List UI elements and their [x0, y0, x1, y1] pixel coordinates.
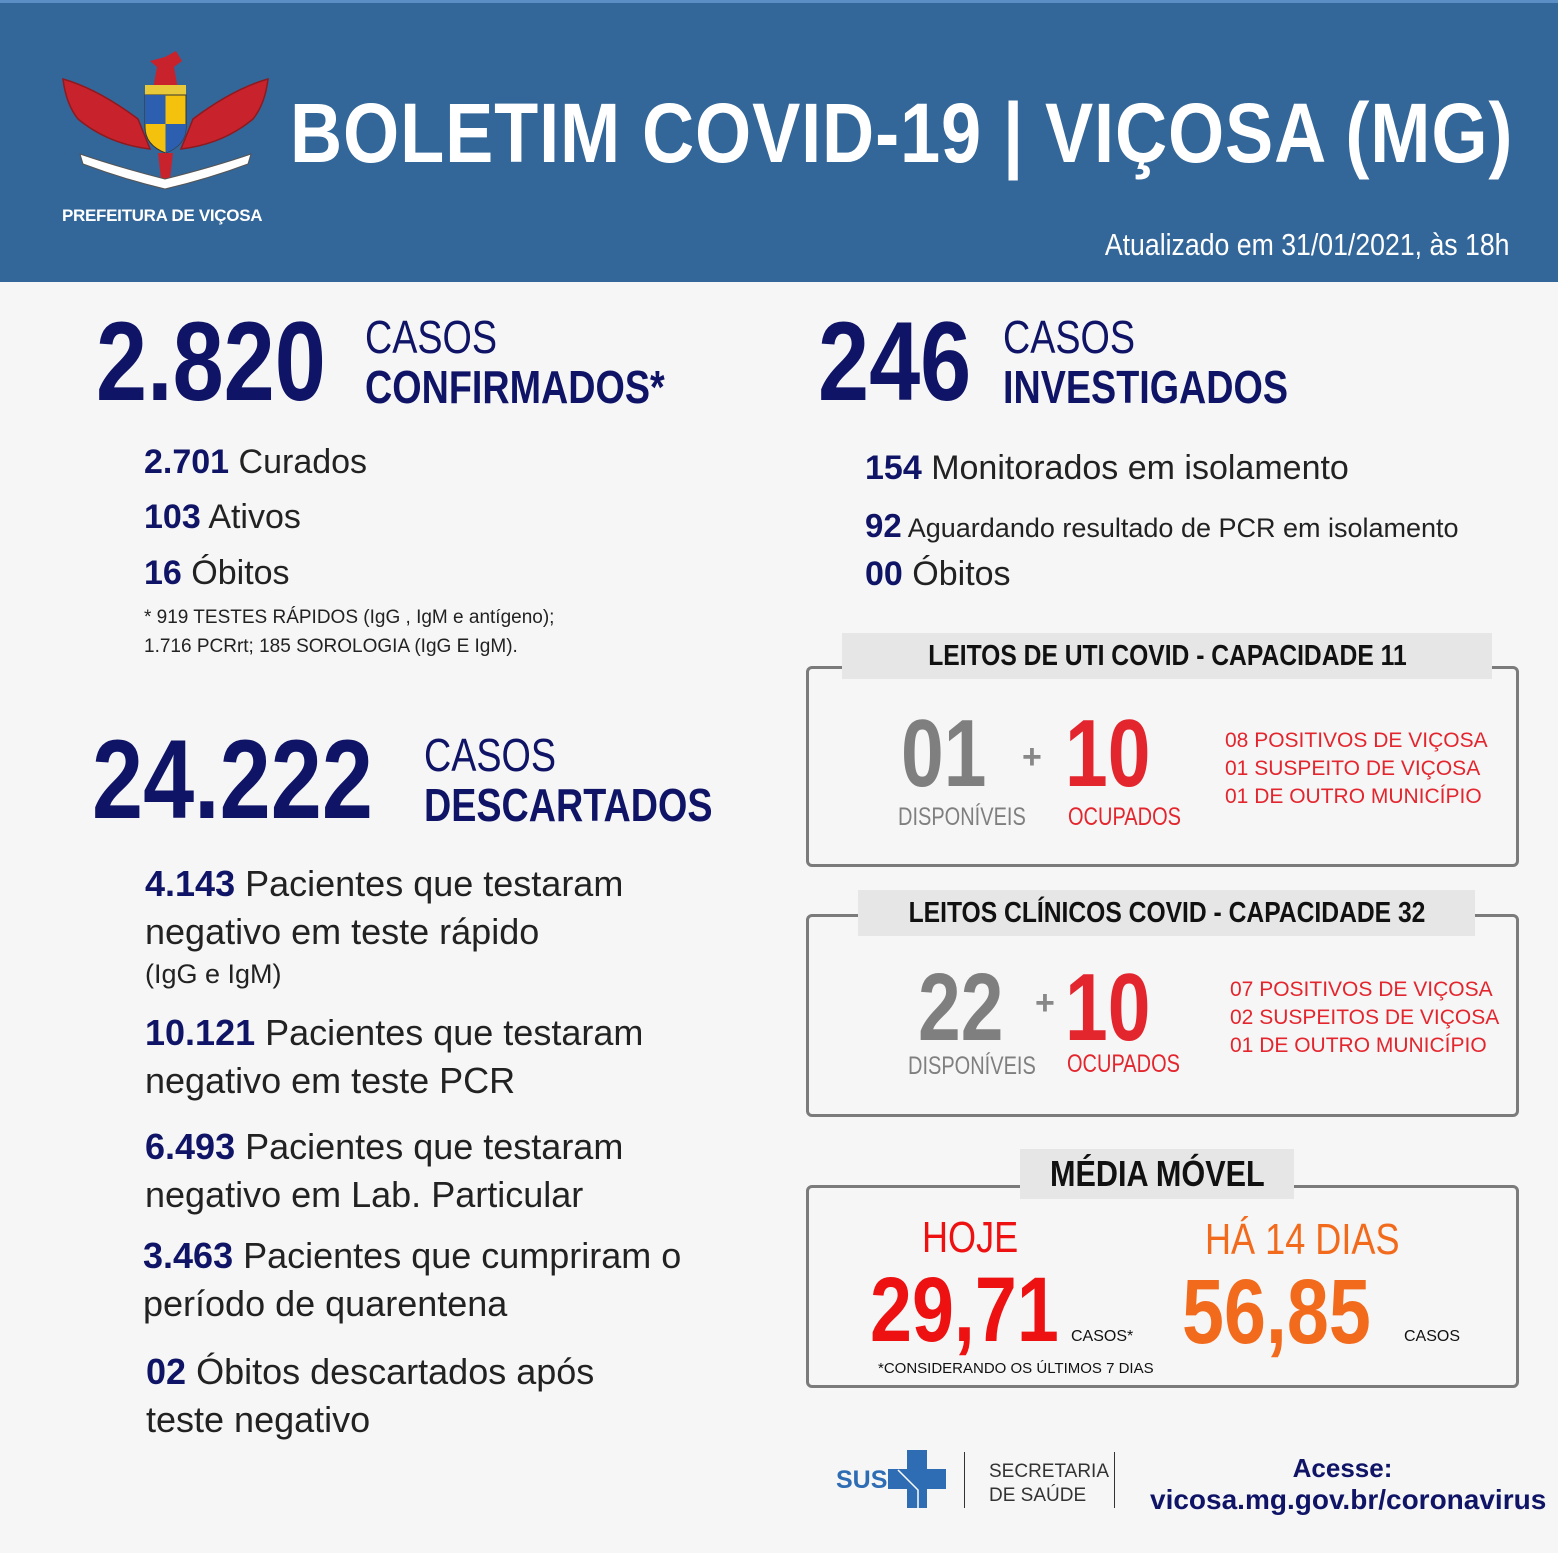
confirmed-total: 2.820: [96, 299, 326, 424]
icu-occupancy-details: 08 POSITIVOS DE VIÇOSA 01 SUSPEITO DE VIÇOSA 01 DE OUTRO MUNICÍPIO: [1225, 729, 1488, 808]
discarded-total: 24.222: [92, 717, 373, 842]
discarded-item: 3.463 Pacientes que cumpriram o período de quarentena: [143, 1235, 682, 1324]
clinical-occupancy-details: 07 POSITIVOS DE VIÇOSA 02 SUSPEITOS DE VIÇOSA 01 DE OUTRO MUNICÍPIO: [1230, 978, 1500, 1057]
stat-ativos: 103 Ativos: [144, 498, 301, 536]
website-link[interactable]: Acesse: vicosa.mg.gov.br/coronavirus: [1150, 1453, 1547, 1515]
updated-timestamp: Atualizado em 31/01/2021, às 18h: [1105, 227, 1510, 262]
14-days-ago-label: HÁ 14 DIAS: [1205, 1215, 1400, 1264]
14-days-ago-average: 56,85: [1182, 1261, 1371, 1363]
plus-icon: +: [1035, 984, 1055, 1022]
discarded-item: 4.143 Pacientes que testaram negativo em teste rápido (IgG e IgM): [145, 863, 624, 989]
stat-curados: 2.701 Curados: [144, 443, 368, 481]
clinical-occupied-label: OCUPADOS: [1067, 1050, 1180, 1078]
stat-monitorados: 154 Monitorados em isolamento: [865, 449, 1349, 487]
icu-occupied-label: OCUPADOS: [1068, 803, 1181, 831]
icu-occupied-count: 10: [1065, 700, 1151, 807]
clinical-available-count: 22: [918, 954, 1004, 1061]
moving-average-title: MÉDIA MÓVEL: [1020, 1149, 1294, 1199]
footer-divider: [964, 1452, 965, 1508]
clinical-available-label: DISPONÍVEIS: [908, 1052, 1036, 1080]
today-unit: CASOS*: [1071, 1328, 1134, 1345]
discarded-item: 10.121 Pacientes que testaram negativo em teste PCR: [145, 1012, 644, 1101]
14-days-ago-unit: CASOS: [1404, 1328, 1461, 1345]
footer-divider: [1114, 1452, 1115, 1508]
stat-obitos: 16 Óbitos: [144, 554, 290, 592]
clinical-occupied-count: 10: [1065, 954, 1151, 1061]
city-hall-label: PREFEITURA DE VIÇOSA: [62, 206, 263, 225]
confirmed-label: CASOS CONFIRMADOS*: [365, 311, 665, 413]
investigated-label: CASOS INVESTIGADOS: [1003, 311, 1289, 413]
sus-cross-icon: [888, 1450, 946, 1508]
discarded-item: 02 Óbitos descartados após teste negativo: [146, 1351, 595, 1440]
plus-icon: +: [1022, 738, 1042, 776]
clinical-beds-title: LEITOS CLÍNICOS COVID - CAPACIDADE 32: [858, 890, 1475, 936]
icu-available-label: DISPONÍVEIS: [898, 803, 1026, 831]
investigated-total: 246: [818, 299, 972, 424]
health-department-label: SECRETARIA DE SAÚDE: [989, 1461, 1110, 1506]
tests-footnote: * 919 TESTES RÁPIDOS (IgG , IgM e antígeno); 1.716 PCRrt; 185 SOROLOGIA (IgG E IgM).: [144, 607, 555, 657]
city-coat-of-arms-icon: [58, 49, 273, 199]
icu-available-count: 01: [901, 700, 987, 807]
stat-aguardando: 92 Aguardando resultado de PCR em isolamento: [865, 507, 1459, 544]
today-average: 29,71: [870, 1259, 1059, 1361]
icu-beds-title: LEITOS DE UTI COVID - CAPACIDADE 11: [842, 633, 1492, 679]
page-title: BOLETIM COVID-19 | VIÇOSA (MG): [290, 86, 1514, 180]
stat-investigados-obitos: 00 Óbitos: [865, 555, 1011, 593]
today-label: HOJE: [922, 1213, 1019, 1262]
discarded-label: CASOS DESCARTADOS: [424, 729, 713, 831]
discarded-item: 6.493 Pacientes que testaram negativo em Lab. Particular: [145, 1126, 624, 1215]
today-footnote: *CONSIDERANDO OS ÚLTIMOS 7 DIAS: [878, 1360, 1154, 1377]
header-banner: [0, 0, 1558, 282]
